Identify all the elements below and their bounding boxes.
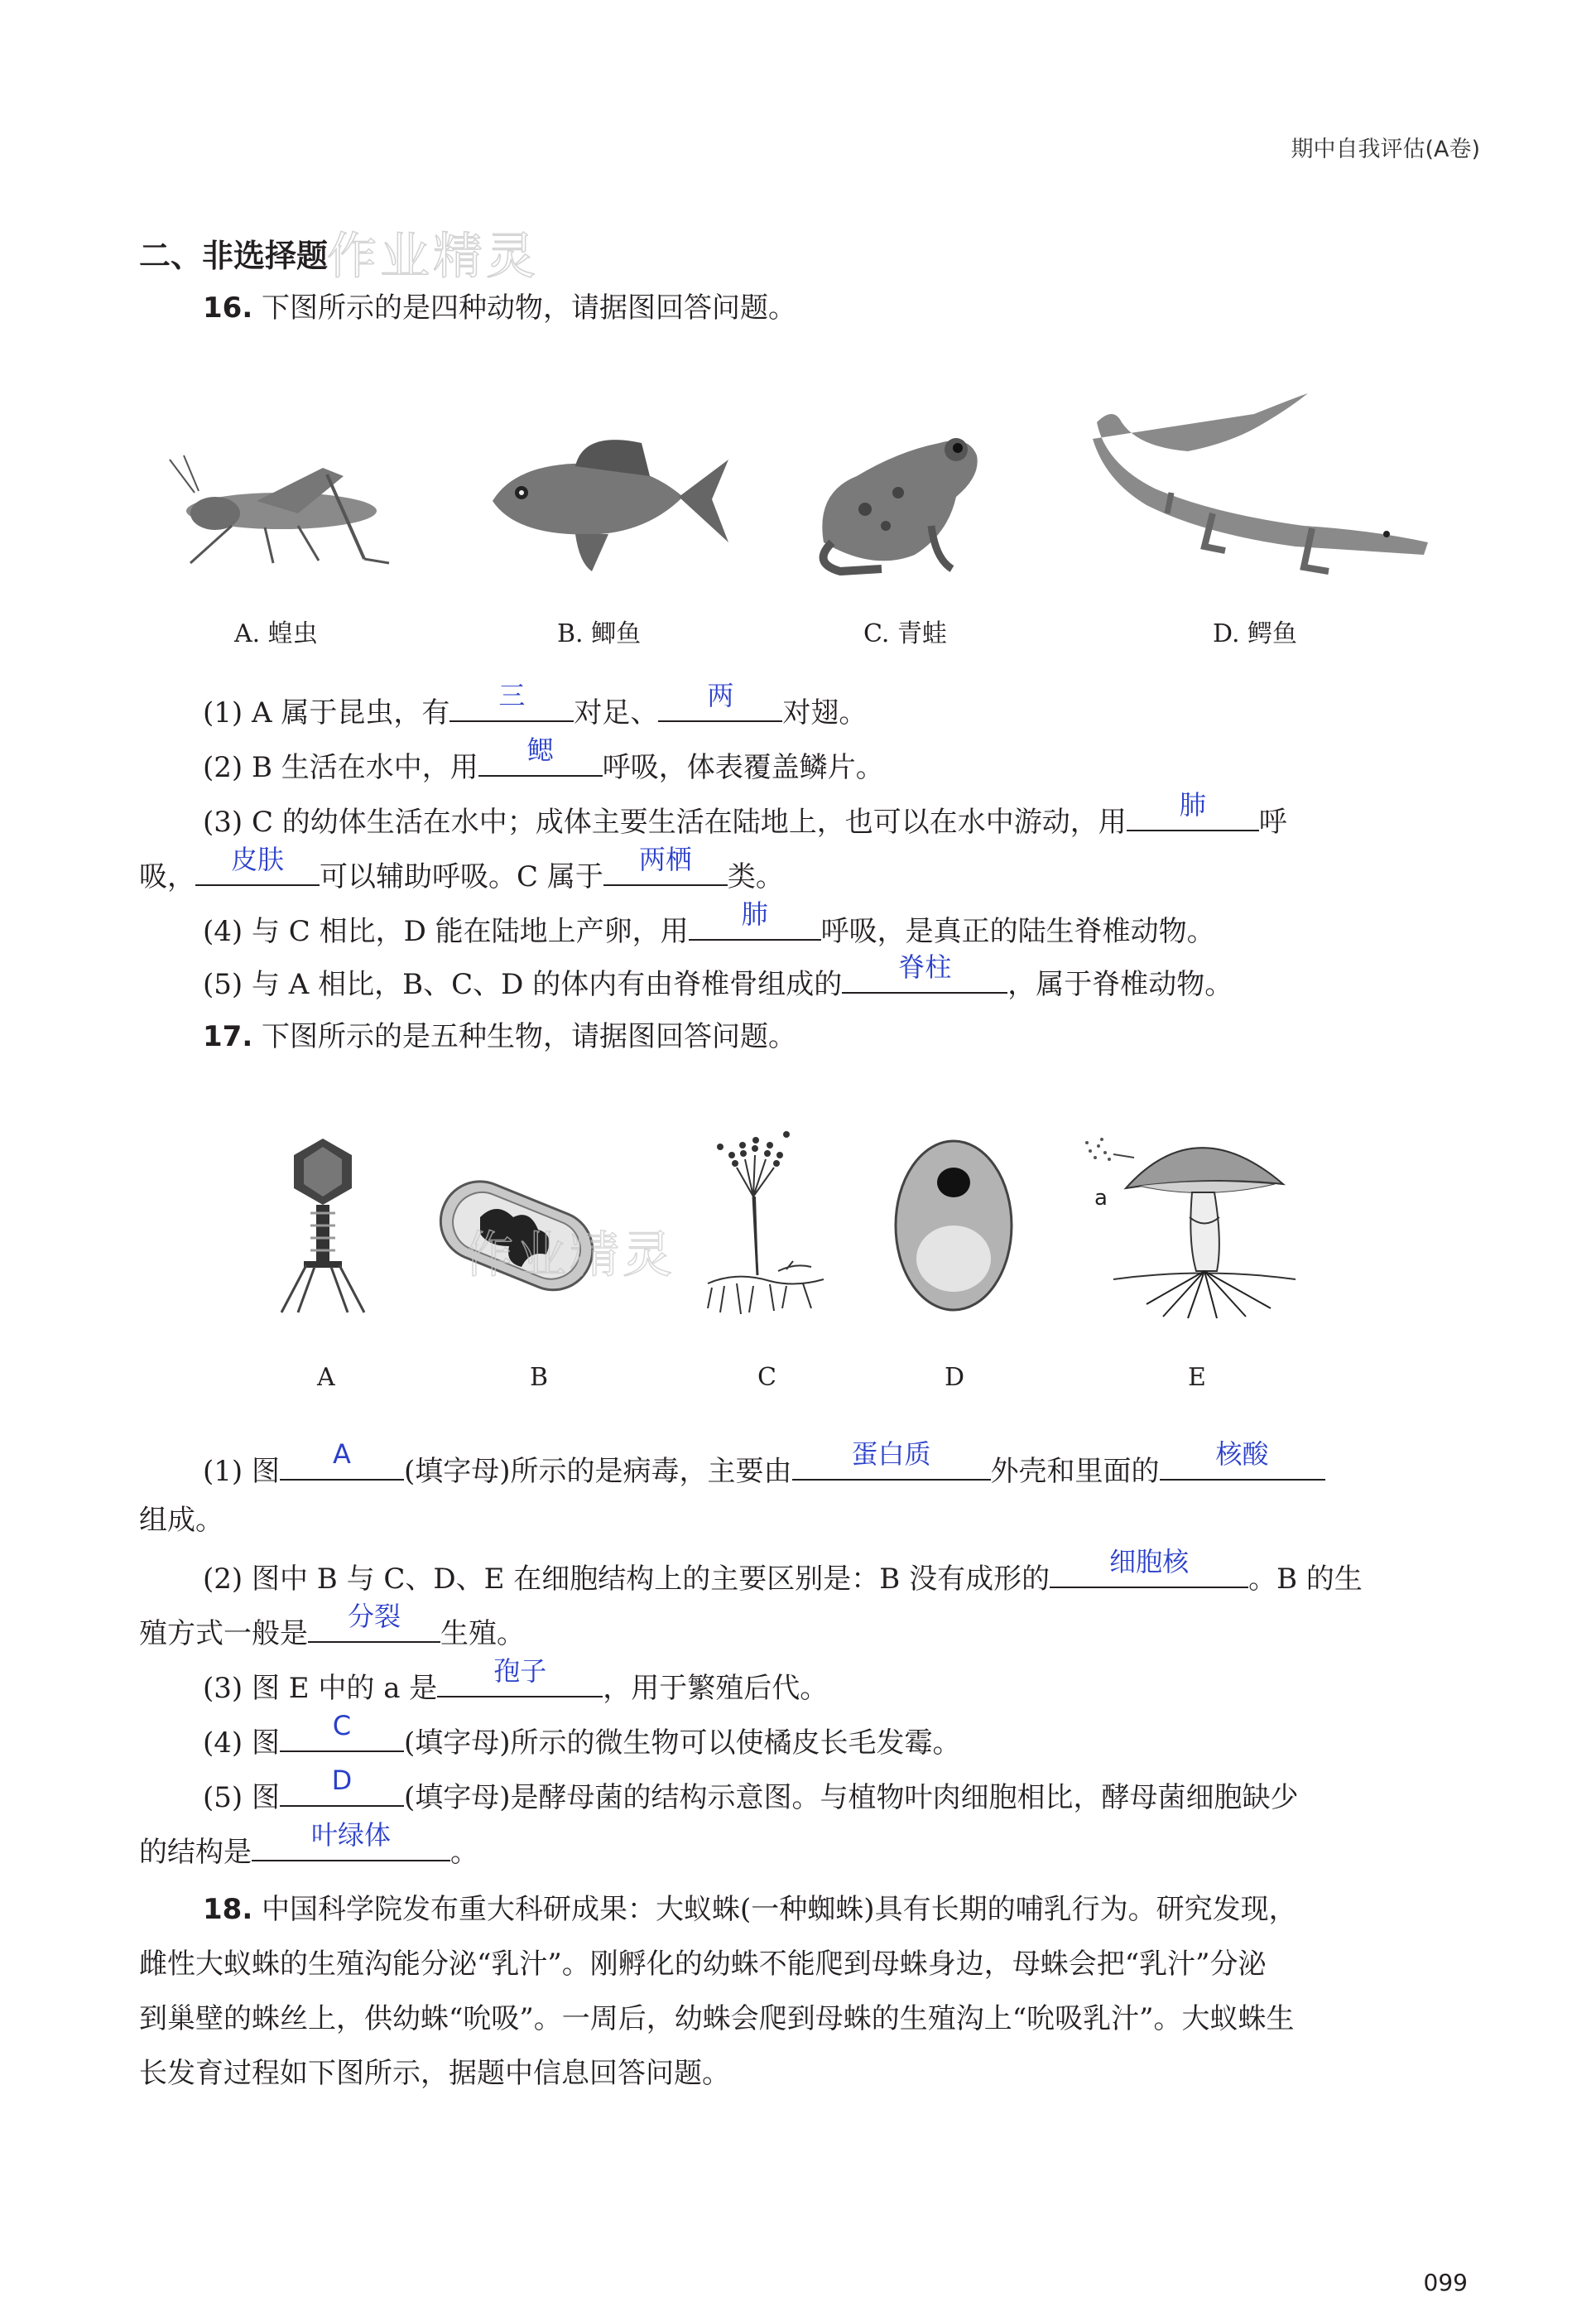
q17-part-1-cont: 组成。: [139, 1504, 224, 1537]
q18-line-3: 到巢壁的蛛丝上，供幼蛛“吮吸”。一周后，幼蛛会爬到母蛛的生殖沟上“吮吸乳汁”。大蚁蛛生: [139, 2002, 1295, 2035]
frog-icon: [807, 418, 997, 575]
mold-icon: [704, 1122, 828, 1321]
answer-blank[interactable]: [280, 1765, 404, 1807]
q16-part-5: (5) 与 A 相比，B、C、D 的体内有由脊椎骨组成的 脊柱 ，属于脊椎动物。: [203, 951, 1233, 1001]
answer-blank[interactable]: [1160, 1438, 1325, 1481]
answer-blank[interactable]: [603, 844, 728, 886]
answer-blank[interactable]: [308, 1601, 440, 1643]
figure-label-b: B: [530, 1363, 549, 1392]
answer-text: 叶绿体: [310, 1819, 391, 1851]
answer-text: 鳃: [526, 734, 554, 766]
q17-stem-text: 下图所示的是五种生物，请据图回答问题。: [262, 1020, 797, 1053]
figure-label-b: B. 鲫鱼: [557, 619, 642, 648]
page-header: 期中自我评估(A卷): [1291, 137, 1480, 162]
grasshopper-icon: [166, 451, 406, 575]
figure-label-a: A: [317, 1363, 335, 1392]
section-title: 二、非选择题: [139, 238, 329, 274]
q17-part-5: (5) 图 D (填字母)是酵母菌的结构示意图。与植物叶肉细胞相比，酵母菌细胞缺少: [203, 1765, 1299, 1814]
answer-text: 脊柱: [898, 951, 952, 983]
q17-part-2: (2) 图中 B 与 C、D、E 在细胞结构上的主要区别是：B 没有成形的 细胞核 。B 的生: [203, 1546, 1363, 1596]
q17-part-2-cont: 殖方式一般是 分裂 生殖。: [139, 1601, 525, 1650]
q16-stem: [203, 291, 796, 325]
answer-text: 两栖: [638, 844, 692, 875]
answer-text: 细胞核: [1109, 1546, 1190, 1577]
mushroom-icon: [1080, 1126, 1304, 1321]
q18-line-1: 18. 中国科学院发布重大科研成果：大蚁蛛(一种蜘蛛)具有长期的哺乳行为。研究发现，: [203, 1893, 1297, 1926]
answer-blank[interactable]: [842, 951, 1007, 994]
q17-part-4: (4) 图 C (填字母)所示的微生物可以使橘皮长毛发霉。: [203, 1710, 961, 1760]
answer-text: 孢子: [493, 1655, 547, 1687]
answer-blank[interactable]: [437, 1655, 603, 1697]
q16-stem-text: 下图所示的是四种动物，请据图回答问题。: [262, 291, 797, 325]
answer-text: 核酸: [1215, 1438, 1269, 1470]
answer-text: 肺: [741, 898, 768, 930]
q16-part-2: (2) B 生活在水中，用 鳃 呼吸，体表覆盖鳞片。: [203, 734, 884, 784]
watermark: 作业精灵: [464, 1226, 675, 1284]
mushroom-marker-label: a: [1094, 1186, 1108, 1211]
answer-blank[interactable]: [252, 1819, 450, 1861]
figure-label-a: A. 蝗虫: [234, 619, 318, 648]
q16-part-3-cont: 吸， 皮肤 可以辅助呼吸。C 属于 两栖 类。: [139, 844, 784, 893]
answer-text: 肺: [1179, 789, 1206, 821]
answer-blank[interactable]: [658, 680, 782, 722]
q16-part-1: (1) A 属于昆虫，有 三 对足、 两 对翅。: [203, 680, 868, 730]
q17-stem: [203, 1020, 796, 1053]
q17-part-1: (1) 图 A (填字母)所示的是病毒，主要由 蛋白质 外壳和里面的 核酸: [203, 1451, 1325, 1488]
crocodile-icon: [1089, 389, 1436, 580]
answer-blank[interactable]: [1050, 1546, 1248, 1588]
answer-text: 蛋白质: [851, 1438, 931, 1470]
answer-blank[interactable]: [689, 898, 821, 941]
figure-label-e: E: [1188, 1363, 1206, 1392]
answer-blank[interactable]: [1127, 789, 1259, 831]
q16-part-4: (4) 与 C 相比，D 能在陆地上产卵，用 肺 呼吸，是真正的陆生脊椎动物。: [203, 898, 1215, 948]
virus-icon: [277, 1134, 368, 1317]
figure-label-d: D. 鳄鱼: [1213, 619, 1298, 648]
q17-part-3: (3) 图 E 中的 a 是 孢子 ，用于繁殖后代。: [203, 1655, 829, 1705]
answer-blank[interactable]: [449, 680, 574, 722]
answer-text: 两: [707, 680, 734, 711]
answer-text: A: [333, 1438, 351, 1470]
page-number: 099: [1423, 2269, 1468, 2296]
figure-label-d: D: [945, 1363, 965, 1392]
q18-line-2: 雌性大蚁蛛的生殖沟能分泌“乳汁”。刚孵化的幼蛛不能爬到母蛛身边，母蛛会把“乳汁”分泌: [139, 1948, 1267, 1981]
answer-blank[interactable]: [195, 844, 320, 886]
q18-number: 18.: [203, 1893, 253, 1926]
figure-label-c: C. 青蛙: [863, 619, 947, 648]
q16-part-3: (3) C 的幼体生活在水中；成体主要生活在陆地上，也可以在水中游动，用 肺 呼: [203, 789, 1287, 839]
q18-line-4: 长发育过程如下图所示，据题中信息回答问题。: [139, 2057, 730, 2090]
answer-text: 皮肤: [230, 844, 284, 875]
answer-text: D: [331, 1765, 353, 1796]
figure-label-c: C: [757, 1363, 776, 1392]
answer-blank[interactable]: [792, 1438, 991, 1481]
answer-text: 三: [498, 680, 526, 711]
answer-blank[interactable]: [478, 734, 603, 777]
answer-blank[interactable]: [280, 1710, 404, 1752]
answer-blank[interactable]: [280, 1438, 404, 1481]
answer-text: 分裂: [347, 1601, 401, 1632]
fish-icon: [484, 426, 733, 575]
q16-number: 16.: [203, 291, 253, 325]
q17-part-5-cont: 的结构是 叶绿体 。: [139, 1819, 478, 1869]
watermark: 作业精灵: [327, 228, 539, 286]
answer-text: C: [332, 1710, 352, 1741]
q17-number: 17.: [203, 1020, 253, 1053]
yeast-cell-icon: [890, 1134, 1018, 1317]
